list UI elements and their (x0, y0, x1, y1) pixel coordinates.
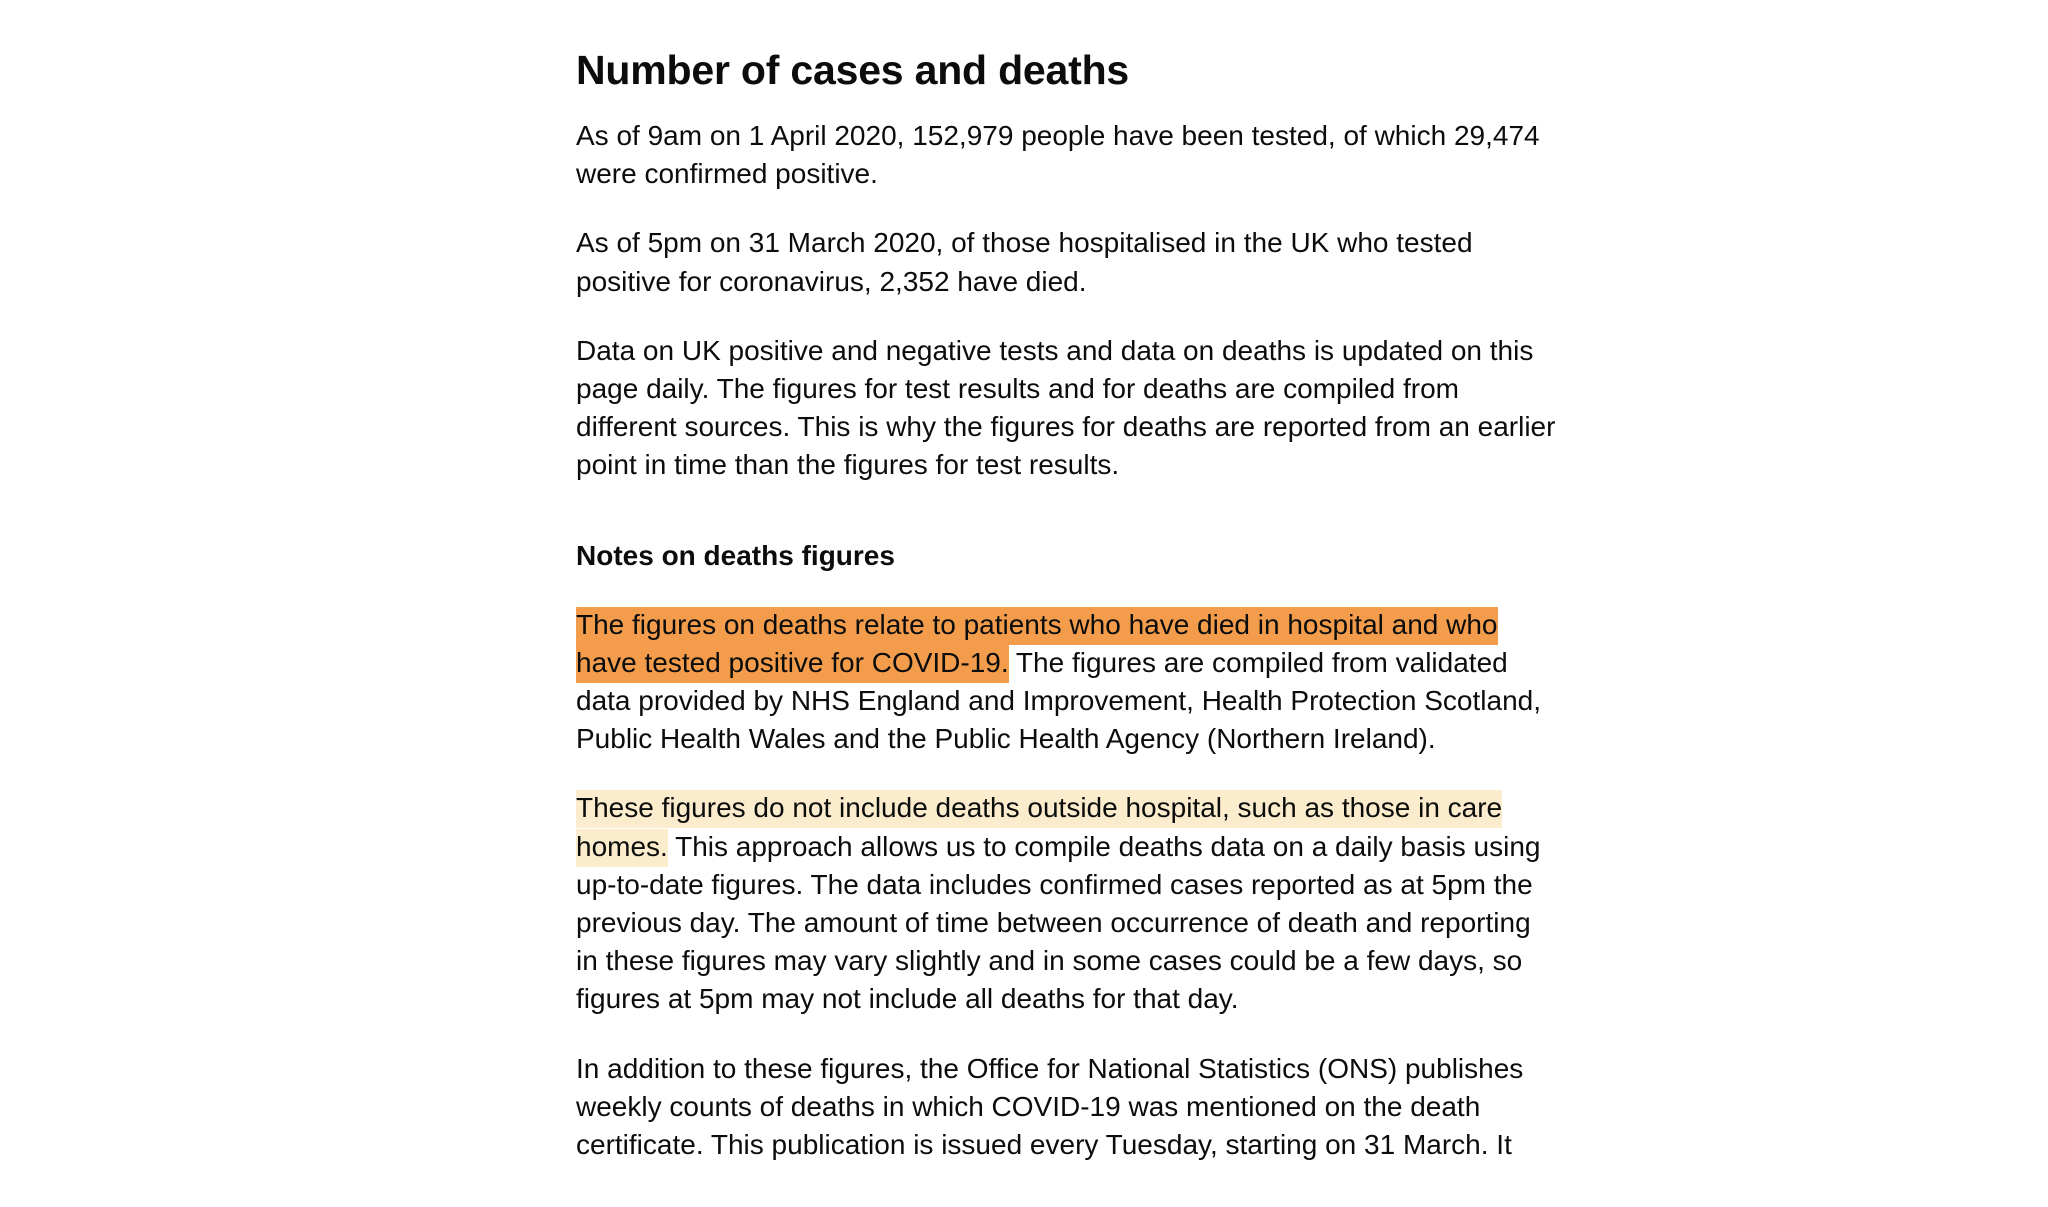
notes-paragraph-care-homes-rest: This approach allows us to compile deaths data on a daily basis using up-to-date figures. The data includes confirmed cases reported as at 5pm the previous day. The amount of time between occurrence of death and reporting in these figures may vary slightly and in some cases could be a few days, so figures at 5pm may not include all deaths for that day. (576, 830, 1541, 1015)
notes-heading: Notes on deaths figures (576, 539, 895, 571)
notes-paragraph-hospital (576, 606, 1556, 759)
page-title: Number of cases and deaths (576, 47, 1130, 93)
data-sources-paragraph: Data on UK positive and negative tests and data on deaths is updated on this page daily. The figures for test results and for deaths are compiled from different sources. This is why the figures for deaths are reported from an earlier point in time than the figures for test results. (576, 334, 1556, 481)
deaths-paragraph: As of 5pm on 31 March 2020, of those hospitalised in the UK who tested positive for coronavirus, 2,352 have died. (576, 227, 1473, 297)
notes-paragraph-hospital-rest: The figures are compiled from validated data provided by NHS England and Improvement, Health Protection Scotland, Public Health Wales and the Public Health Agency (Northern Ireland). (576, 646, 1542, 755)
tests-paragraph: As of 9am on 1 April 2020, 152,979 people have been tested, of which 29,474 were confirmed positive. (576, 120, 1540, 190)
highlight-soft: These figures do not include deaths outside hospital, such as those in care homes. (576, 790, 1502, 866)
notes-paragraph-care-homes (576, 789, 1556, 1018)
main-content (576, 0, 1556, 1164)
notes-paragraph-ons: In addition to these figures, the Office for National Statistics (ONS) publishes weekly counts of deaths in which COVID-19 was mentioned on the death certificate. This publication is issued every Tuesday, starting on 31 March. It (576, 1052, 1524, 1161)
highlight-strong: The figures on deaths relate to patients who have died in hospital and who have tested positive for COVID-19. (576, 607, 1498, 683)
